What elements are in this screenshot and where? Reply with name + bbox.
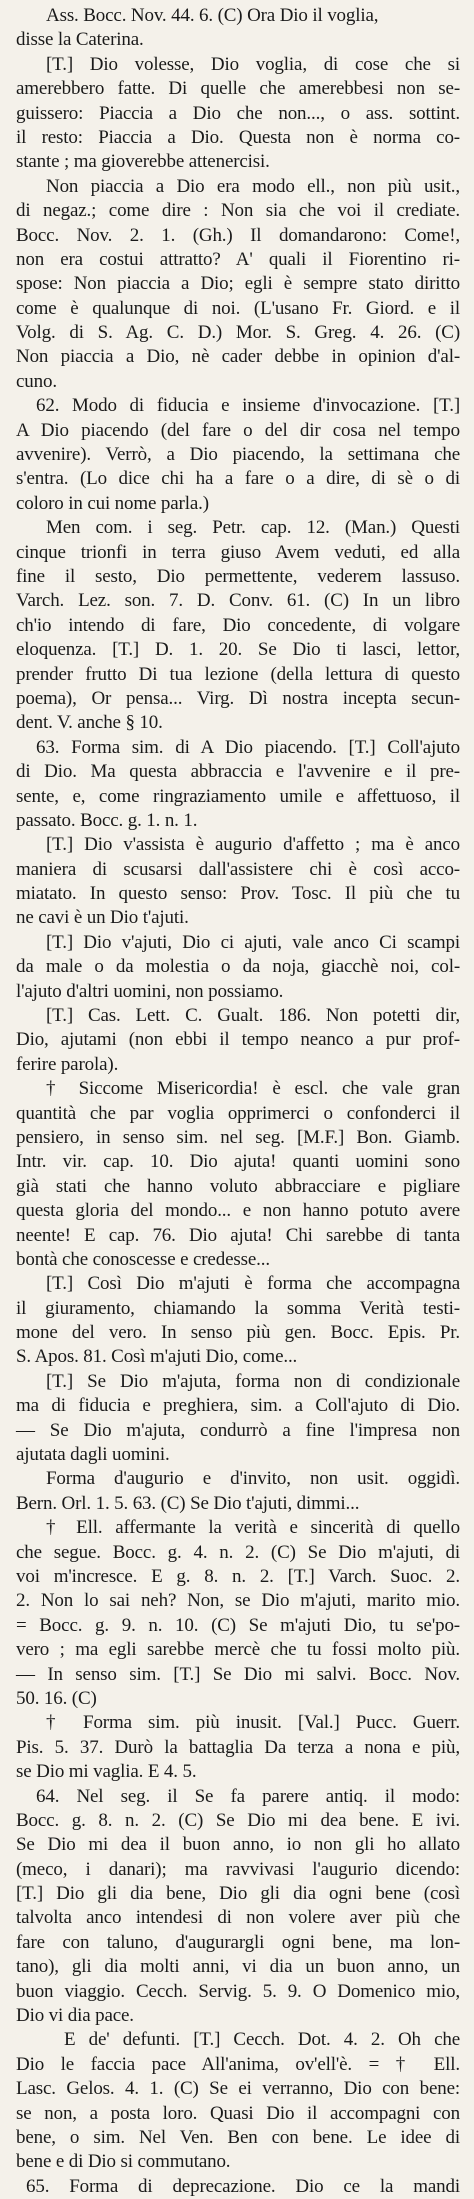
- text-line: disse la Caterina.: [16, 29, 144, 51]
- text-line: † Siccome Misericordia! è escl. che vale gran: [46, 1078, 460, 1100]
- text-line: tano), gli dia molti anni, vi dia un buon anno, un: [16, 1956, 460, 1978]
- text-line: Ass. Bocc. Nov. 44. 6. (C) Ora Dio il voglia,: [46, 5, 379, 26]
- text-line: — Se Dio m'ajuta, condurrò a fine l'impresa non: [16, 1419, 460, 1441]
- text-line: prender frutto Di tua lezione (della lettura di questo: [16, 663, 460, 685]
- text-line: stante ; ma gioverebbe attenercisi.: [16, 151, 270, 173]
- text-line: non era costui attratto? A' quali il Fiorentino ri-: [16, 248, 460, 270]
- text-line: Bocc. Nov. 2. 1. (Gh.) Il domandarono: Come!,: [16, 224, 460, 246]
- text-line: che segue. Bocc. g. 4. n. 2. (C) Se Dio m'ajuti, di: [16, 1541, 460, 1563]
- text-line: S. Apos. 81. Così m'ajuti Dio, come...: [16, 1346, 298, 1368]
- text-line: ferire parola).: [16, 1053, 119, 1075]
- text-line: Se Dio mi dea il buon anno, io non gli ho allato: [16, 1834, 460, 1856]
- text-line: fine il sesto, Dio permettente, vederem lassuso.: [16, 565, 460, 587]
- text-line: cuno.: [16, 370, 57, 392]
- text-line: [T.] Così Dio m'ajuti è forma che accompagna: [46, 1273, 460, 1295]
- text-line: pensiero, in senso sim. nel seg. [M.F.] Bon. Giamb.: [16, 1126, 460, 1148]
- text-line: questa gloria del mondo... e non hanno potuto avere: [16, 1200, 460, 1222]
- text-line: ma di fiducia e preghiera, sim. a Coll'ajuto di Dio.: [16, 1395, 460, 1417]
- text-line: [T.] Dio v'ajuti, Dio ci ajuti, vale anco Ci scampi: [46, 931, 460, 953]
- text-line: miatato. In questo senso: Prov. Tosc. Il più che tu: [16, 883, 460, 905]
- text-line: 63. Forma sim. di A Dio piacendo. [T.] Coll'ajuto: [36, 736, 460, 758]
- text-line: cinque trionfi in terra giuso Avem veduti, ed alla: [16, 541, 460, 563]
- text-line: se Dio mi vaglia. E 4. 5.: [16, 1761, 197, 1783]
- text-line: 64. Nel seg. il Se fa parere antiq. il modo:: [36, 1785, 460, 1807]
- text-line: ajutata dagli uomini.: [16, 1444, 170, 1466]
- text-line: eloquenza. [T.] D. 1. 20. Se Dio ti lasci, lettor,: [16, 639, 460, 661]
- text-line: Dio, ajutami (non ebbi il tempo neanco a pur prof-: [16, 1029, 460, 1051]
- text-line: 50. 16. (C): [16, 1687, 97, 1709]
- text-line: Varch. Lez. son. 7. D. Conv. 61. (C) In un libro: [16, 590, 460, 612]
- text-line: sente, e, come ringraziamento umile e affettuoso, il: [16, 785, 460, 807]
- text-line: Forma d'augurio e d'invito, non usit. oggidì.: [46, 1468, 460, 1490]
- text-line: = Bocc. g. 9. n. 10. (C) Se m'ajuti Dio, tu se'po-: [16, 1614, 460, 1636]
- text-line: maniera di scusarsi dall'assistere chi è così acco-: [16, 858, 460, 880]
- text-line: fare con taluno, d'augurargli ogni bene, ma lon-: [16, 1931, 460, 1953]
- text-line: come è qualunque di noi. (L'usano Fr. Giord. e il: [16, 297, 460, 319]
- text-line: bontà che conoscesse e credesse...: [16, 1248, 270, 1270]
- text-line: se non, a posta loro. Quasi Dio il accompagni con: [16, 2102, 460, 2124]
- text-line: passato. Bocc. g. 1. n. 1.: [16, 809, 198, 831]
- text-line: 62. Modo di fiducia e insieme d'invocazione. [T.]: [36, 395, 460, 417]
- text-line: 2. Non lo sai neh? Non, se Dio m'ajuti, marito mio.: [16, 1590, 460, 1612]
- text-line: A Dio piacendo (del fare o del dir cosa nel tempo: [16, 419, 460, 441]
- text-line: Non piaccia a Dio era modo ell., non più usit.,: [46, 175, 460, 197]
- text-line: avvenire). Verrò, a Dio piacendo, la settimana che: [16, 444, 460, 466]
- text-line: quantità che par voglia opprimerci o confonderci il: [16, 1102, 460, 1124]
- text-line: di negaz.; come dire : Non sia che voi il crediate.: [16, 200, 460, 222]
- text-line: [T.] Cas. Lett. C. Gualt. 186. Non potetti dir,: [46, 1005, 460, 1027]
- text-line: bene, o sim. Nel Ven. Ben con bene. Le idee di: [16, 2126, 460, 2148]
- text-line: Dio vi dia pace.: [16, 2005, 134, 2027]
- text-line: Lasc. Gelos. 4. 1. (C) Se ei verranno, Dio con bene:: [16, 2078, 460, 2100]
- text-line: il resto: Piaccia a Dio. Questa non è norma co-: [16, 126, 460, 148]
- text-line: guissero: Piaccia a Dio che non..., o ass. sottint.: [16, 102, 460, 124]
- text-line: 65. Forma di deprecazione. Dio ce la mandi: [26, 2175, 460, 2197]
- text-line: † Forma sim. più inusit. [Val.] Pucc. Guerr.: [46, 1712, 460, 1734]
- text-line: di Dio. Ma questa abbraccia e l'avvenire e il pre-: [16, 761, 460, 783]
- text-line: ch'io intendo di fare, Dio concedente, di volgare: [16, 614, 460, 636]
- text-line: Volg. di S. Ag. C. D.) Mor. S. Greg. 4. 26. (C): [16, 322, 460, 344]
- text-line: buon viaggio. Cecch. Servig. 5. 9. O Domenico mio,: [16, 1980, 460, 2002]
- text-line: coloro in cui nome parla.): [16, 492, 209, 514]
- text-line: † Ell. affermante la verità e sincerità di quello: [46, 1517, 460, 1539]
- text-line: [T.] Dio v'assista è augurio d'affetto ; ma è anco: [46, 834, 460, 856]
- text-line: Non piaccia a Dio, nè cader debbe in opinion d'al-: [16, 346, 460, 368]
- text-line: amerebbero fatte. Di quelle che amerebbesi non se-: [16, 78, 460, 100]
- text-line: spose: Non piaccia a Dio; egli è sempre stato diritto: [16, 273, 460, 295]
- text-line: E de' defunti. [T.] Cecch. Dot. 4. 2. Oh che: [64, 2029, 460, 2051]
- text-line: Bocc. g. 8. n. 2. (C) Se Dio mi dea bene. E ivi.: [16, 1809, 460, 1831]
- text-line: [T.] Dio volesse, Dio voglia, di cose che si: [46, 53, 460, 75]
- text-line: da male o da molestia o da noja, giacchè noi, col-: [16, 956, 460, 978]
- text-line: [T.] Se Dio m'ajuta, forma non di condizionale: [46, 1370, 460, 1392]
- text-line: Dio le faccia pace All'anima, ov'ell'è. = † Ell.: [16, 2053, 460, 2075]
- text-line: vero ; ma egli sarebbe mercè che tu fossi molto più.: [16, 1639, 460, 1661]
- text-line: dent. V. anche § 10.: [16, 712, 163, 734]
- text-line: talvolta anco intendesi di non volere aver più che: [16, 1907, 460, 1929]
- text-line: il giuramento, chiamando la somma Verità testi-: [16, 1297, 460, 1319]
- text-line: voi m'increscе. E g. 8. n. 2. [T.] Varch. Suoc. 2.: [16, 1566, 460, 1587]
- text-line: Intr. vir. cap. 10. Dio ajuta! quanti uomini sono: [16, 1151, 460, 1173]
- text-line: bene e di Dio si commutano.: [16, 2151, 231, 2173]
- text-line: — In senso sim. [T.] Se Dio mi salvi. Bocc. Nov.: [16, 1663, 460, 1685]
- text-line: mone del vero. In senso più gen. Bocc. Epis. Pr.: [16, 1322, 460, 1344]
- text-line: (meco, i danari); ma ravvivasi l'augurio dicendo:: [16, 1858, 460, 1880]
- text-line: l'ajuto d'altri uomini, non possiamo.: [16, 980, 284, 1002]
- text-line: Bern. Orl. 1. 5. 63. (C) Se Dio t'ajuti, dimmi...: [16, 1492, 360, 1514]
- text-line: neente! E cap. 76. Dio ajuta! Chi sarebbe di tanta: [16, 1224, 460, 1246]
- text-line: Men com. i seg. Petr. cap. 12. (Man.) Questi: [46, 517, 460, 539]
- text-line: poema), Or pensa... Virg. Dì nostra incepta secun-: [16, 687, 460, 709]
- text-line: Pis. 5. 37. Durò la battaglia Da terza a nona e più,: [16, 1736, 460, 1758]
- text-line: [T.] Dio gli dia bene, Dio gli dia ogni bene (così: [16, 1883, 460, 1905]
- text-line: già stati che hanno voluto abbracciare e pigliare: [16, 1175, 460, 1197]
- text-line: s'entra. (Lo dice chi ha a fare o a dire, di sè o di: [16, 468, 460, 490]
- text-line: ne cavi è un Dio t'ajuti.: [16, 907, 189, 929]
